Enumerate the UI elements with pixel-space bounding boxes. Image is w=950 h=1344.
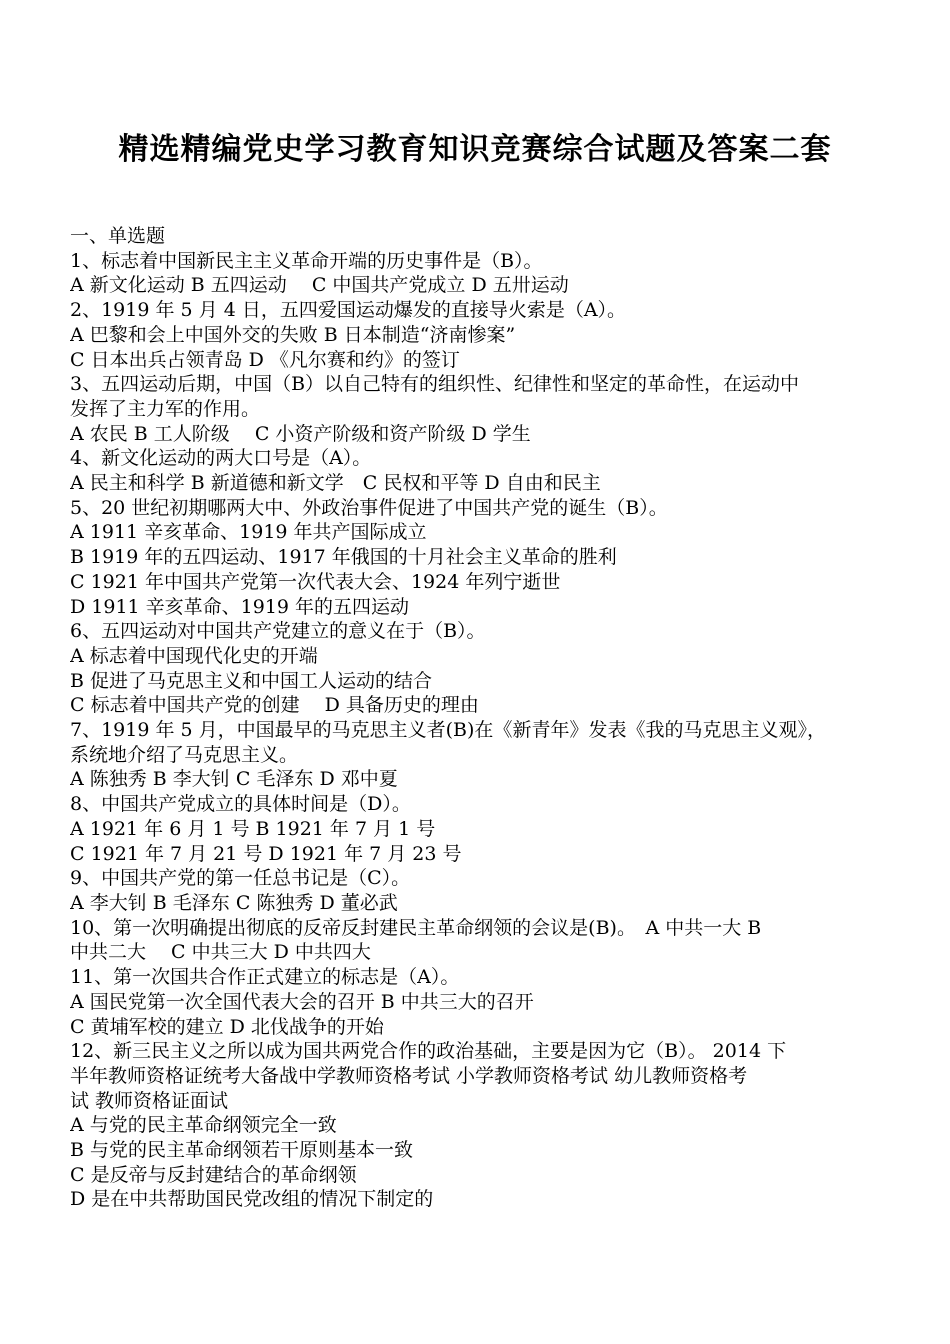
text-line: 12、新三民主义之所以成为国共两党合作的政治基础，主要是因为它（B）。 2014 下 (70, 1040, 787, 1063)
text-line: A 国民党第一次全国代表大会的召开 B 中共三大的召开 (70, 990, 534, 1013)
text-line: B 促进了马克思主义和中国工人运动的结合 (70, 669, 433, 692)
text-line: 发挥了主力军的作用。 (70, 397, 261, 420)
text-line: 5、20 世纪初期哪两大中、外政治事件促进了中国共产党的诞生（B）。 (70, 496, 668, 519)
text-line: A 李大钊 B 毛泽东 C 陈独秀 D 董必武 (70, 891, 398, 914)
document-title: 精选精编党史学习教育知识竞赛综合试题及答案二套 (118, 132, 832, 167)
text-line: C 日本出兵占领青岛 D 《凡尔赛和约》的签订 (70, 348, 460, 371)
text-line: 7、1919 年 5 月，中国最早的马克思主义者(B)在《新青年》发表《我的马克思主义观》， (70, 719, 826, 742)
document-body (70, 224, 886, 1212)
text-line: 2、1919 年 5 月 4 日，五四爱国运动爆发的直接导火索是（A）。 (70, 299, 627, 322)
text-line: 1、标志着中国新民主主义革命开端的历史事件是（B）。 (70, 249, 543, 272)
text-line: 6、五四运动对中国共产党建立的意义在于（B）。 (70, 620, 486, 643)
text-line: 8、中国共产党成立的具体时间是（D）。 (70, 793, 411, 816)
text-line: 中共二大 C 中共三大 D 中共四大 (70, 941, 371, 964)
text-line: C 1921 年中国共产党第一次代表大会、1924 年列宁逝世 (70, 570, 561, 593)
text-line: A 1921 年 6 月 1 号 B 1921 年 7 月 1 号 (70, 817, 436, 840)
text-line: 半年教师资格证统考大备战中学教师资格考试 小学教师资格考试 幼儿教师资格考 (70, 1064, 748, 1087)
text-line: 4、新文化运动的两大口号是（A）。 (70, 447, 372, 470)
text-line: B 1919 年的五四运动、1917 年俄国的十月社会主义革命的胜利 (70, 546, 617, 569)
text-line: 系统地介绍了马克思主义。 (70, 743, 299, 766)
text-line: A 与党的民主革命纲领完全一致 (70, 1114, 337, 1137)
text-line: A 民主和科学 B 新道德和新文学 C 民权和平等 D 自由和民主 (70, 472, 601, 495)
text-line: A 农民 B 工人阶级 C 小资产阶级和资产阶级 D 学生 (70, 422, 531, 445)
text-line: C 是反帝与反封建结合的革命纲领 (70, 1163, 357, 1186)
text-line: A 巴黎和会上中国外交的失败 B 日本制造“济南惨案” (70, 323, 516, 346)
text-line: 试 教师资格证面试 (70, 1089, 229, 1112)
text-line: D 1911 辛亥革命、1919 年的五四运动 (70, 595, 410, 618)
text-line: B 与党的民主革命纲领若干原则基本一致 (70, 1139, 414, 1162)
text-line: A 陈独秀 B 李大钊 C 毛泽东 D 邓中夏 (70, 768, 398, 791)
text-line: 11、第一次国共合作正式建立的标志是（A）。 (70, 966, 460, 989)
text-line: D 是在中共帮助国民党改组的情况下制定的 (70, 1188, 434, 1211)
text-line: A 新文化运动 B 五四运动 C 中国共产党成立 D 五卅运动 (70, 274, 569, 297)
text-line: A 标志着中国现代化史的开端 (70, 644, 318, 667)
text-line: C 1921 年 7 月 21 号 D 1921 年 7 月 23 号 (70, 842, 462, 865)
text-line: 3、五四运动后期，中国（B）以自己特有的组织性、纪律性和坚定的革命性，在运动中 (70, 373, 800, 396)
text-line: 10、第一次明确提出彻底的反帝反封建民主革命纲领的会议是(B)。 A 中共一大 B (70, 916, 762, 939)
text-line: A 1911 辛亥革命、1919 年共产国际成立 (70, 521, 427, 544)
text-line: 9、中国共产党的第一任总书记是（C）。 (70, 867, 411, 890)
text-line: C 标志着中国共产党的创建 D 具备历史的理由 (70, 694, 479, 717)
text-line: C 黄埔军校的建立 D 北伐战争的开始 (70, 1015, 384, 1038)
text-line: 一、单选题 (70, 225, 166, 247)
